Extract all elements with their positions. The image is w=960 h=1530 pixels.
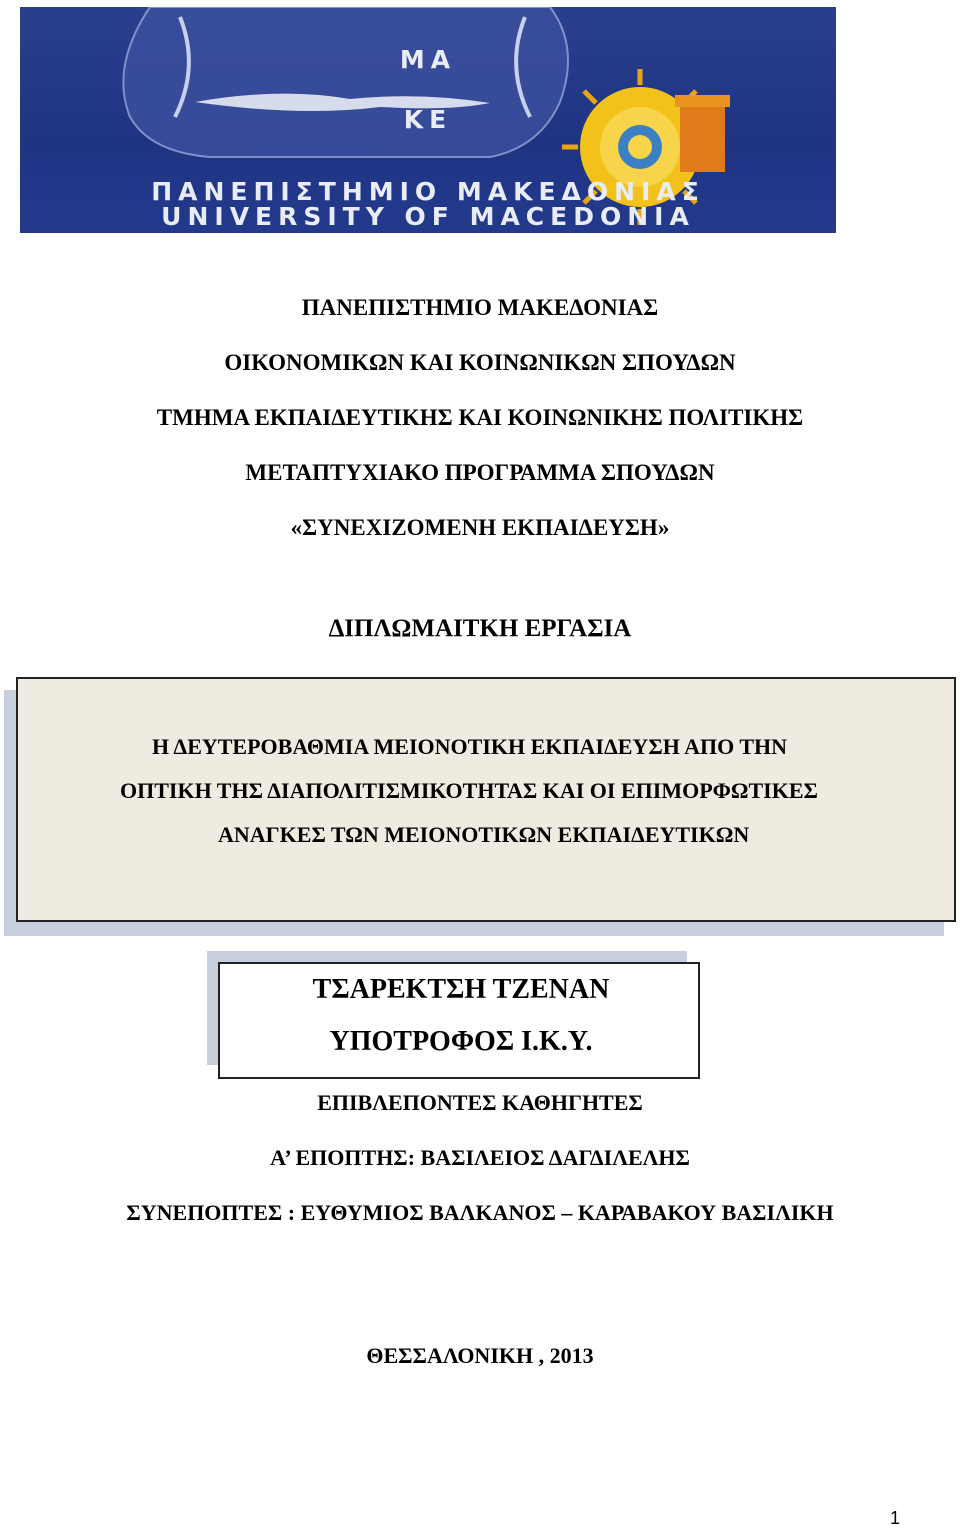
thesis-title-box	[16, 677, 956, 922]
author-scholarship: ΥΠΟΤΡΟΦΟΣ Ι.Κ.Υ.	[329, 1026, 593, 1057]
logo-monogram-bottom: ΚΕ	[403, 105, 453, 134]
department-name: ΤΜΗΜΑ ΕΚΠΑΙΔΕΥΤΙΚΗΣ ΚΑΙ ΚΟΙΝΩΝΙΚΗΣ ΠΟΛΙΤΙΚΗΣ	[156, 405, 804, 430]
co-supervisors: ΣΥΝΕΠΟΠΤΕΣ : ΕΥΘΥΜΙΟΣ ΒΑΛΚΑΝΟΣ – ΚΑΡΑΒΑΚΟΥ ΒΑΣΙΛΙΚΗ	[126, 1200, 834, 1225]
thesis-title-line-3: ΑΝΑΓΚΕΣ ΤΩΝ ΜΕΙΟΝΟΤΙΚΩΝ ΕΚΠΑΙΔΕΥΤΙΚΩΝ	[218, 822, 750, 847]
author-name: ΤΣΑΡΕΚΤΣΗ ΤΖΕΝΑΝ	[312, 974, 610, 1005]
university-name: ΠΑΝΕΠΙΣΤΗΜΙΟ ΜΑΚΕΔΟΝΙΑΣ	[301, 295, 659, 320]
logo-monogram-top: ΜΑ	[399, 45, 457, 74]
place-year: ΘΕΣΣΑΛΟΝΙΚΗ , 2013	[366, 1343, 594, 1368]
school-name: ΟΙΚΟΝΟΜΙΚΩΝ ΚΑΙ ΚΟΙΝΩΝΙΚΩΝ ΣΠΟΥΔΩΝ	[224, 350, 736, 375]
program-name: ΜΕΤΑΠΤΥΧΙΑΚΟ ΠΡΟΓΡΑΜΜΑ ΣΠΟΥΔΩΝ	[245, 460, 715, 485]
specialization-name: «ΣΥΝΕΧΙΖΟΜΕΝΗ ΕΚΠΑΙΔΕΥΣΗ»	[290, 515, 670, 540]
thesis-title-line-2: ΟΠΤΙΚΗ ΤΗΣ ΔΙΑΠΟΛΙΤΙΣΜΙΚΟΤΗΤΑΣ ΚΑΙ ΟΙ ΕΠΙΜΟΡΦΩΤΙΚΕΣ	[120, 778, 818, 803]
supervisors-heading: ΕΠΙΒΛΕΠΟΝΤΕΣ ΚΑΘΗΓΗΤΕΣ	[317, 1090, 643, 1115]
document-type: ΔΙΠΛΩΜΑΙΤΚΗ ΕΡΓΑΣΙΑ	[328, 615, 632, 642]
logo-name-greek: ΠΑΝΕΠΙΣΤΗΜΙΟ ΜΑΚΕΔΟΝΙΑΣ	[151, 177, 705, 206]
logo-name-english: UNIVERSITY OF MACEDONIA	[161, 202, 695, 231]
author-box	[218, 962, 700, 1079]
university-logo	[20, 7, 836, 233]
supervisor: Α’ ΕΠΟΠΤΗΣ: ΒΑΣΙΛΕΙΟΣ ΔΑΓΔΙΛΕΛΗΣ	[270, 1145, 690, 1170]
thesis-title-line-1: Η ΔΕΥΤΕΡΟΒΑΘΜΙΑ ΜΕΙΟΝΟΤΙΚΗ ΕΚΠΑΙΔΕΥΣΗ ΑΠΟ ΤΗΝ	[152, 734, 787, 759]
page-number: 1	[889, 1508, 900, 1528]
